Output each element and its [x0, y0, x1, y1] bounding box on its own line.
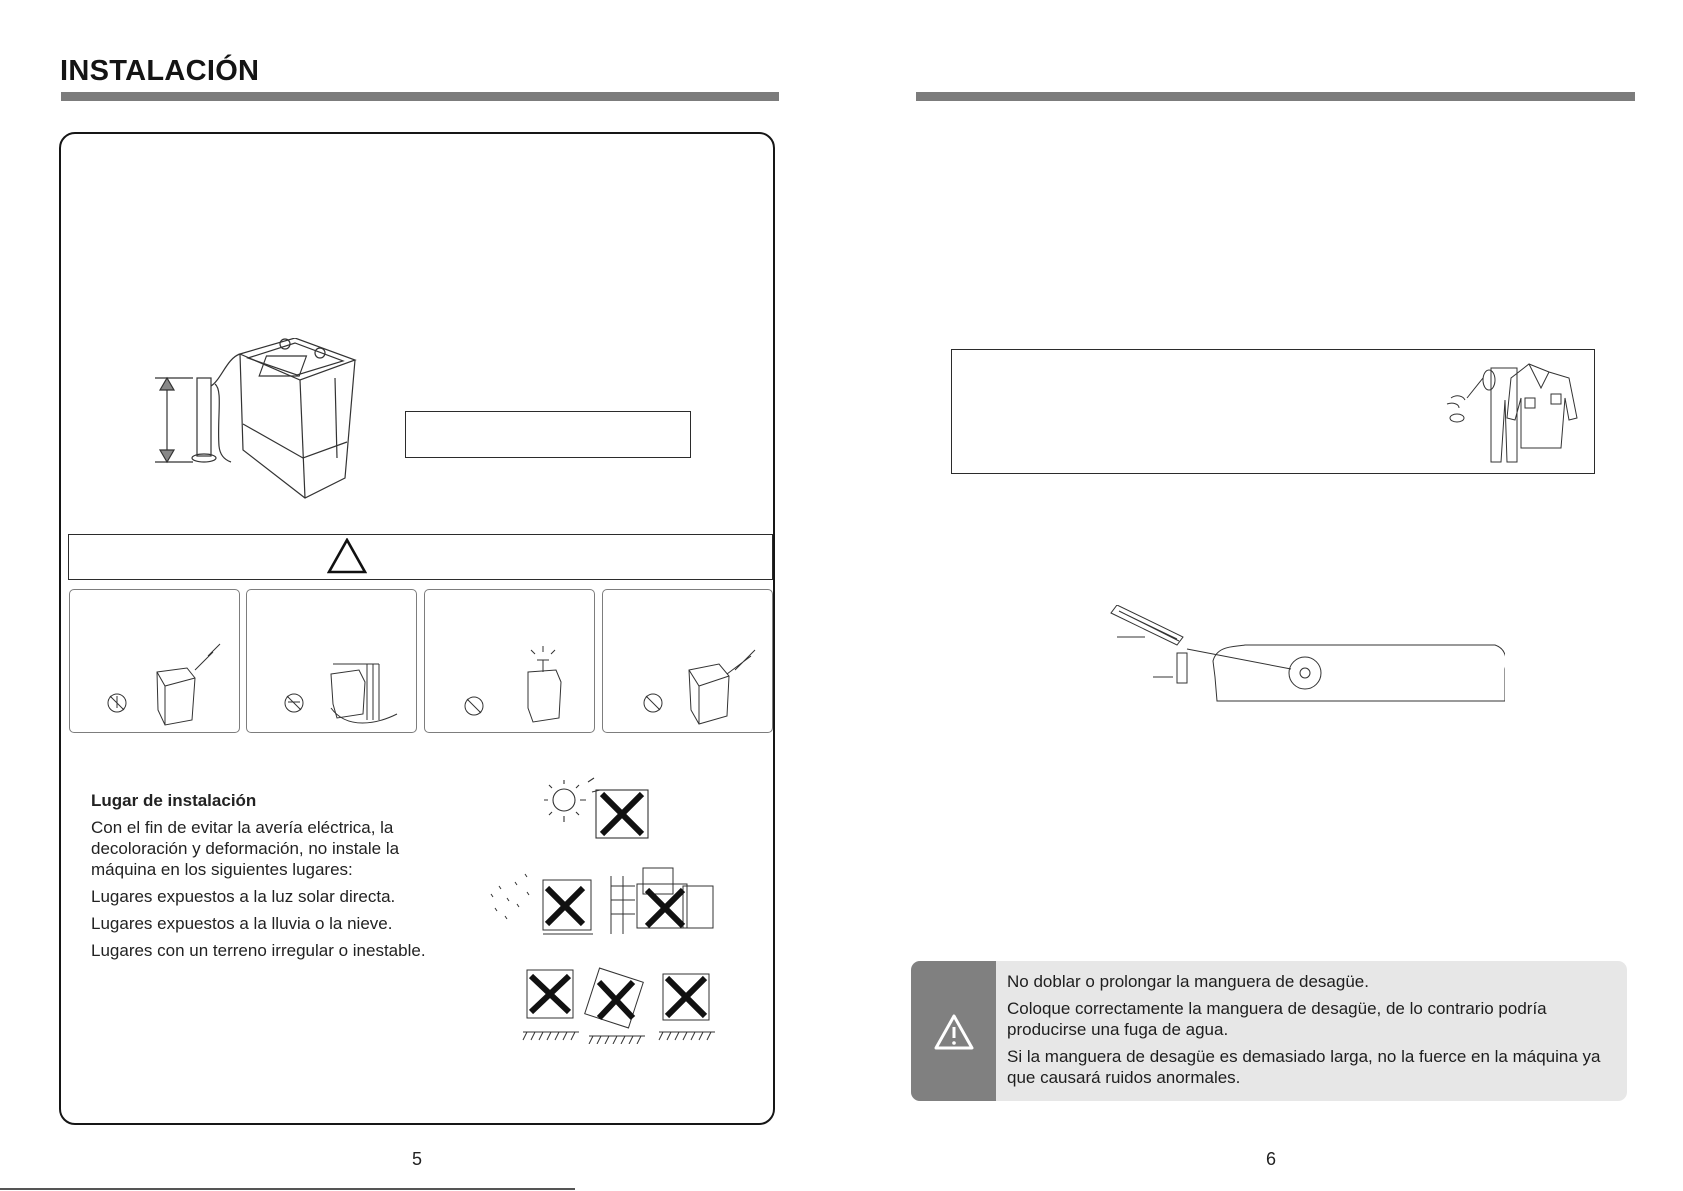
caution-banner: [68, 534, 773, 580]
title-rule: [61, 92, 779, 101]
no-touch-icon: [70, 590, 239, 732]
installation-place-intro: Con el fin de evitar la avería eléctrica, la decoloración y deformación, no instale la máquina en los siguientes lugares:: [91, 818, 400, 879]
caution-tile-3: [424, 589, 595, 733]
cross-mark-icon: [602, 794, 642, 834]
clothing-illustration: [1441, 358, 1581, 466]
warning-line-3: Si la manguera de desagüe es demasiado larga, no la fuerce en la máquina ya que causará ruidos anormales.: [1007, 1047, 1601, 1087]
warning-line-2: Coloque correctamente la manguera de desagüe, de lo contrario podría producirse una fuga de agua.: [1007, 999, 1547, 1039]
page-number-right: 6: [1266, 1149, 1277, 1169]
uneven-ground-illustration: [521, 966, 721, 1044]
warning-side: [911, 961, 996, 1101]
drain-hose-warning: [911, 961, 1627, 1101]
warning-triangle-icon: [327, 538, 367, 574]
caution-tile-1: [69, 589, 240, 733]
page-number-left: 5: [412, 1149, 423, 1169]
no-insect-icon: [603, 590, 772, 732]
washer-height-illustration: [145, 338, 365, 508]
warning-line-1: No doblar o prolongar la manguera de desagüe.: [1007, 972, 1369, 991]
installation-place-heading: Lugar de instalación: [91, 791, 257, 810]
drain-hose-parts-illustration: [1105, 605, 1505, 705]
page-title: INSTALACIÓN: [60, 55, 260, 87]
caution-tile-4: [602, 589, 773, 733]
installation-place-text: [91, 790, 451, 967]
sun-icon: [534, 774, 654, 842]
no-water-icon: [247, 590, 416, 732]
installation-place-item-ground: Lugares con un terreno irregular o inestable.: [91, 941, 426, 960]
rain-prohibited-illustration: [487, 864, 721, 938]
caution-tile-2: [246, 589, 417, 733]
installation-place-item-rain: Lugares expuestos a la lluvia o la nieve.: [91, 914, 393, 933]
no-fire-icon: [425, 590, 594, 732]
installation-place-item-sun: Lugares expuestos a la luz solar directa.: [91, 887, 396, 906]
label-box: [405, 411, 691, 458]
right-title-rule: [916, 92, 1635, 101]
alert-icon: [933, 1013, 975, 1051]
warning-text: [1007, 971, 1619, 1094]
bottom-crop-line: [0, 1188, 575, 1190]
